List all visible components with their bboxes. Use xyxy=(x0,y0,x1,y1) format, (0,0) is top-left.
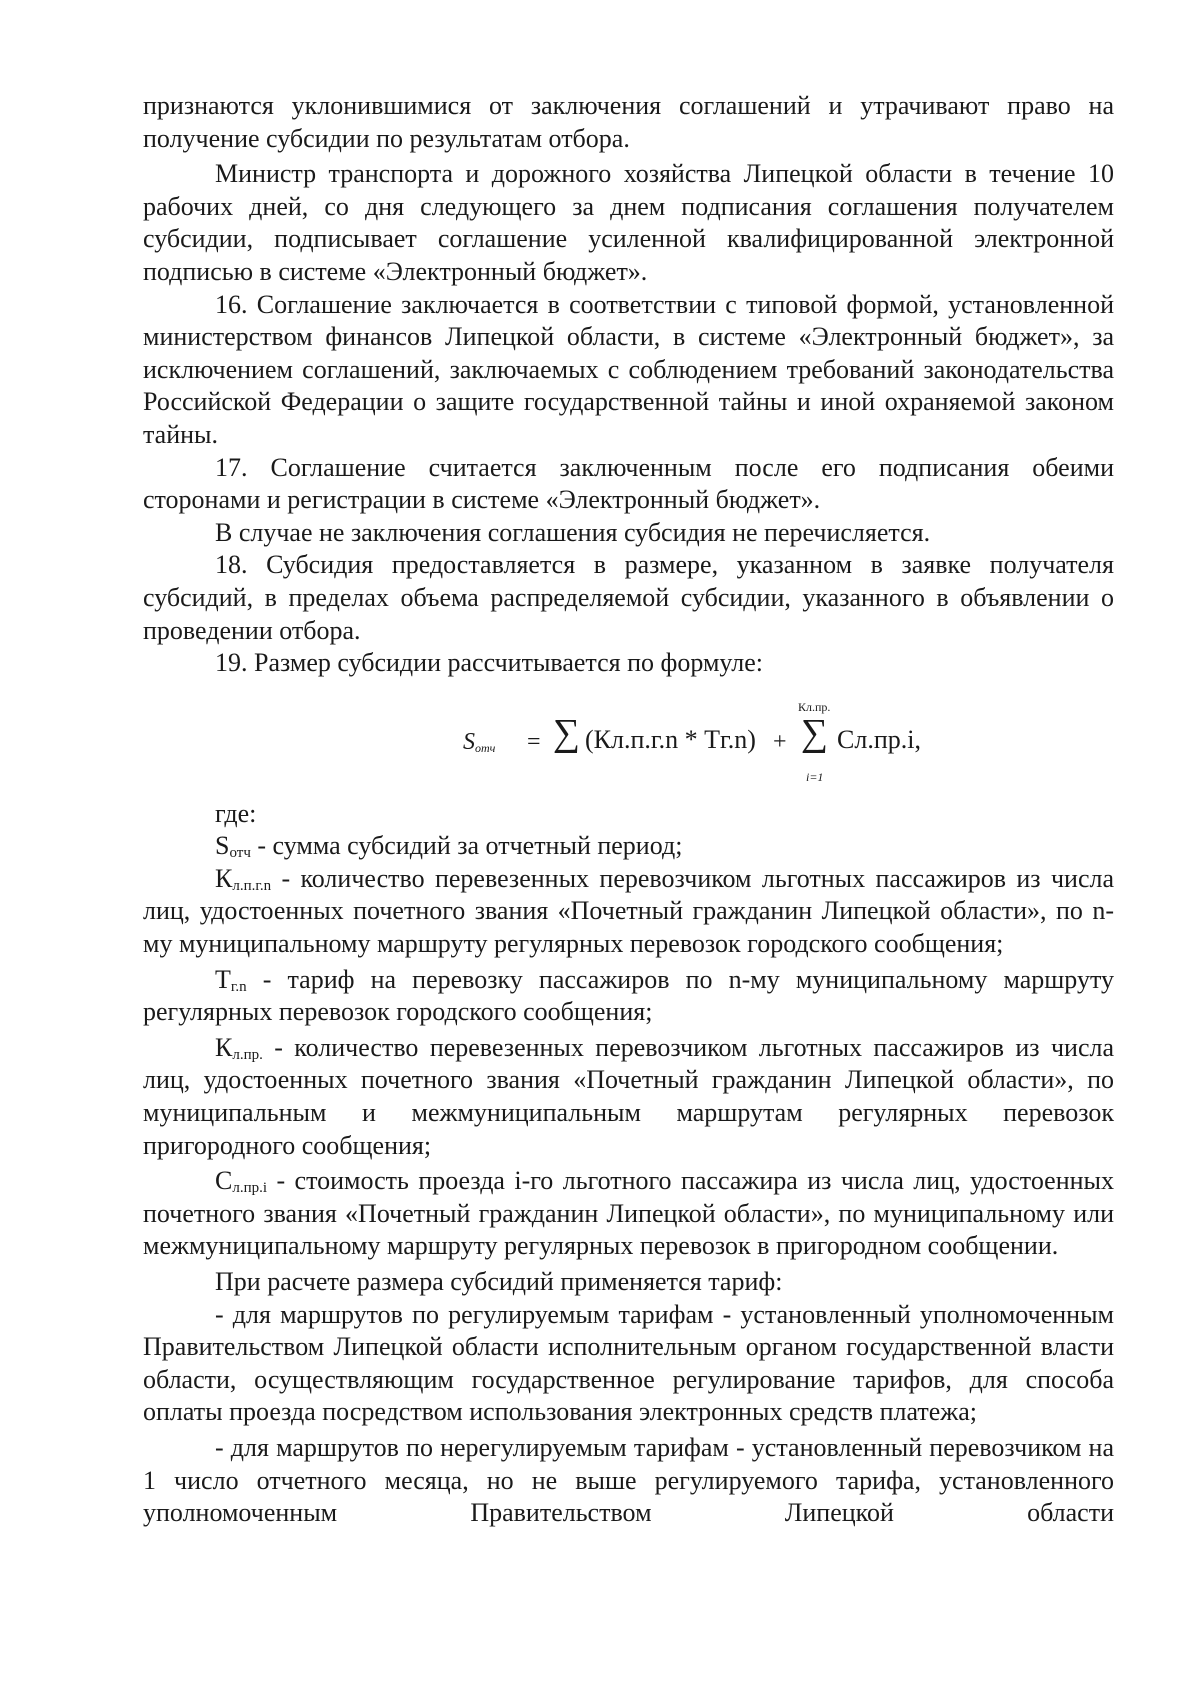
formula-lhs: Sотч xyxy=(463,728,496,755)
formula-equals: = xyxy=(527,728,541,755)
paragraph-clause-18: 18. Субсидия предоставляется в размере, указанном в заявке получателя субсидий, в пределах объема распределяемой субсидии, указанного в объявлении о проведении отбора. xyxy=(143,550,1114,645)
tariff-item-unregulated: - для маршрутов по нерегулируемым тарифам - установленный перевозчиком на 1 число отчетного месяца, но не выше регулируемого тарифа, установленного уполномоченным Правительством Липецкой области xyxy=(143,1432,1114,1528)
paragraph: При расчете размера субсидий применяется тариф: xyxy=(215,1267,783,1296)
tariff-item-regulated: - для маршрутов по регулируемым тарифам - установленный уполномоченным Правительством Липецкой области исполнительным органом государственной власти области, осуществляющим государственное регулирование тарифов, для способа оплаты проезда посредством использования электронных средств платежа; xyxy=(143,1299,1114,1427)
formula-term-suburban: Сл.пр.i, xyxy=(837,724,921,754)
definition-s-otch: $S_{отч}$ - сумма субсидий за отчетный период; xyxy=(215,831,683,862)
paragraph: В случае не заключения соглашения субсидия не перечисляется. xyxy=(215,517,931,547)
definition-k-lpgn: $К_{л.п.г.n}$ - количество перевезенных перевозчиком льготных пассажиров из числа лиц, удостоенных почетного звания «Почетный гражданин Липецкой области», по n-му муниципальному маршруту регулярных перевозок городского сообщения; xyxy=(143,863,1114,959)
subsidy-formula xyxy=(143,686,1114,798)
paragraph: признаются уклонившимися от заключения соглашений и утрачивают право на получение субсидии по результатам отбора. xyxy=(143,91,1114,153)
paragraph: Министр транспорта и дорожного хозяйства Липецкой области в течение 10 рабочих дней, со дня следующего за днем подписания соглашения получателем субсидии, подписывает соглашение усиленной квалифицированной электронной подписью в системе «Электронный бюджет». xyxy=(143,159,1114,286)
sum-symbol: ∑ xyxy=(553,711,581,754)
definition-c-lpri: $С_{л.пр.i}$ - стоимость проезда i-го льготного пассажира из числа лиц, удостоенных почетного звания «Почетный гражданин Липецкой области», по муниципальному или межмуниципальному маршруту регулярных перевозок в пригородном сообщении. xyxy=(143,1166,1114,1261)
paragraph-clause-16: 16. Соглашение заключается в соответствии с типовой формой, установленной министерством финансов Липецкой области, в системе «Электронный бюджет», за исключением соглашений, заключаемых с соблюдением требований законодательства Российской Федерации о защите государственной тайны и иной охраняемой законом тайны. xyxy=(143,289,1114,449)
paragraph-clause-19: 19. Размер субсидии рассчитывается по формуле: xyxy=(215,648,764,678)
sum-lower-limit: i=1 xyxy=(806,769,824,784)
paragraph-clause-17: 17. Соглашение считается заключенным после его подписания обеими сторонами и регистрации в системе «Электронный бюджет». xyxy=(143,452,1114,515)
where-label: где: xyxy=(215,798,257,828)
formula-plus: + xyxy=(773,728,787,755)
sum-upper-limit: Кл.пр. xyxy=(798,699,831,714)
definition-t-gn: $Т_{г.n}$ - тариф на перевозку пассажиров по n-му муниципальному маршруту регулярных перевозок городского сообщения; xyxy=(143,964,1114,1027)
definition-k-lpr: $К_{л.пр.}$ - количество перевезенных перевозчиком льготных пассажиров из числа лиц, удостоенных почетного звания «Почетный гражданин Липецкой области», по муниципальным и межмуниципальным маршрутам регулярных перевозок пригородного сообщения; xyxy=(143,1032,1114,1160)
formula-term-urban: (Кл.п.г.n * Тг.n) xyxy=(585,724,756,754)
sum-symbol: ∑ xyxy=(801,711,829,754)
